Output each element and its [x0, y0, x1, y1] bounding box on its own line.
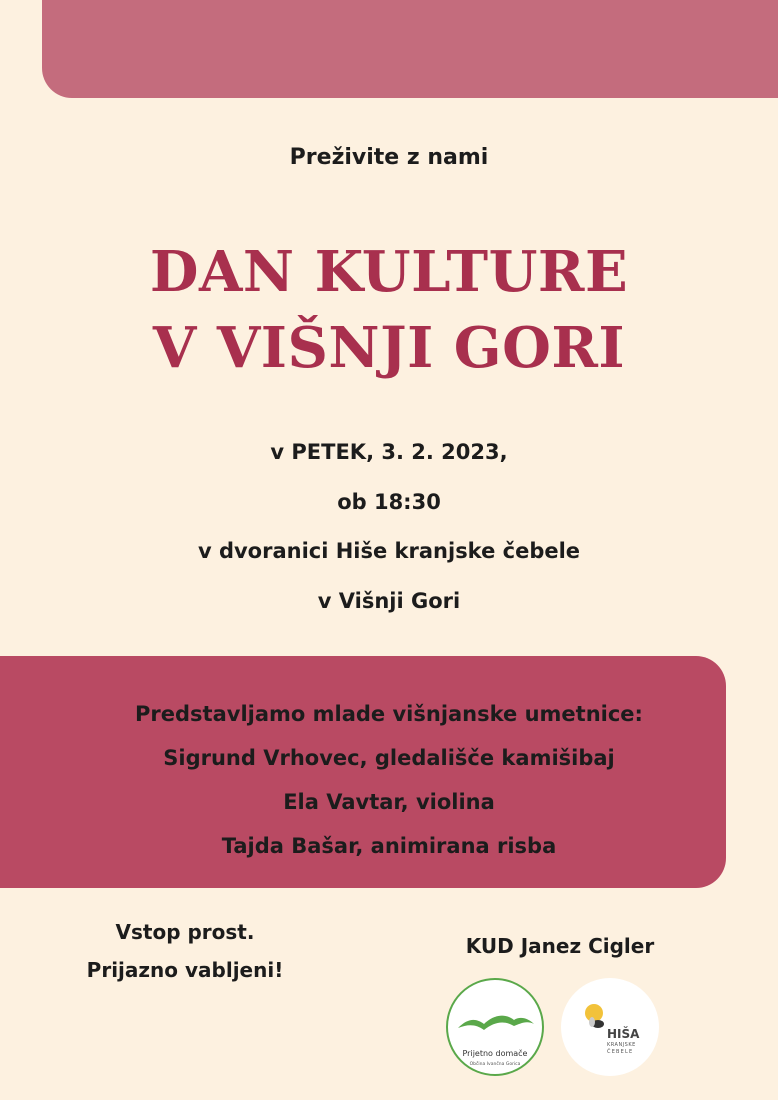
event-date: v PETEK, 3. 2. 2023,: [270, 440, 508, 464]
event-details: [0, 428, 778, 626]
entry-welcome: Prijazno vabljeni!: [86, 958, 284, 982]
hisa-kranjske-cebele-logo: [561, 978, 659, 1076]
prijetno-domace-logo: [446, 978, 544, 1076]
intro-text: Preživite z nami: [289, 145, 489, 170]
hills-icon: [448, 980, 542, 1074]
event-title-line-1: DAN KULTURE: [149, 239, 629, 305]
organizer-name: KUD Janez Cigler: [465, 934, 655, 958]
entry-info: [40, 913, 330, 989]
event-title-line-2: V VIŠNJI GORI: [152, 315, 626, 381]
hisa-logo-name: HIŠA: [607, 1027, 640, 1041]
event-place: v Višnji Gori: [317, 588, 461, 613]
hisa-logo-line2: KRANJSKE: [607, 1042, 636, 1048]
prijetno-logo-subtext: Občina Ivančna Gorica: [469, 1062, 521, 1067]
prijetno-logo-text: Prijetno domače: [462, 1049, 528, 1058]
event-title: [0, 234, 778, 386]
performers-list: [0, 692, 778, 868]
performer-item: Ela Vavtar, violina: [283, 790, 495, 814]
event-time: ob 18:30: [337, 489, 441, 514]
performers-heading: Predstavljamo mlade višnjanske umetnice:: [135, 702, 643, 726]
entry-free: Vstop prost.: [115, 920, 255, 944]
performer-item: Sigrund Vrhovec, gledališče kamišibaj: [163, 746, 615, 770]
top-decorative-band: [42, 0, 778, 98]
performer-item: Tajda Bašar, animirana risba: [221, 834, 557, 858]
bee-icon: [561, 978, 659, 1076]
event-venue: v dvoranici Hiše kranjske čebele: [197, 539, 581, 563]
hisa-logo-line3: ČEBELE: [607, 1049, 634, 1055]
